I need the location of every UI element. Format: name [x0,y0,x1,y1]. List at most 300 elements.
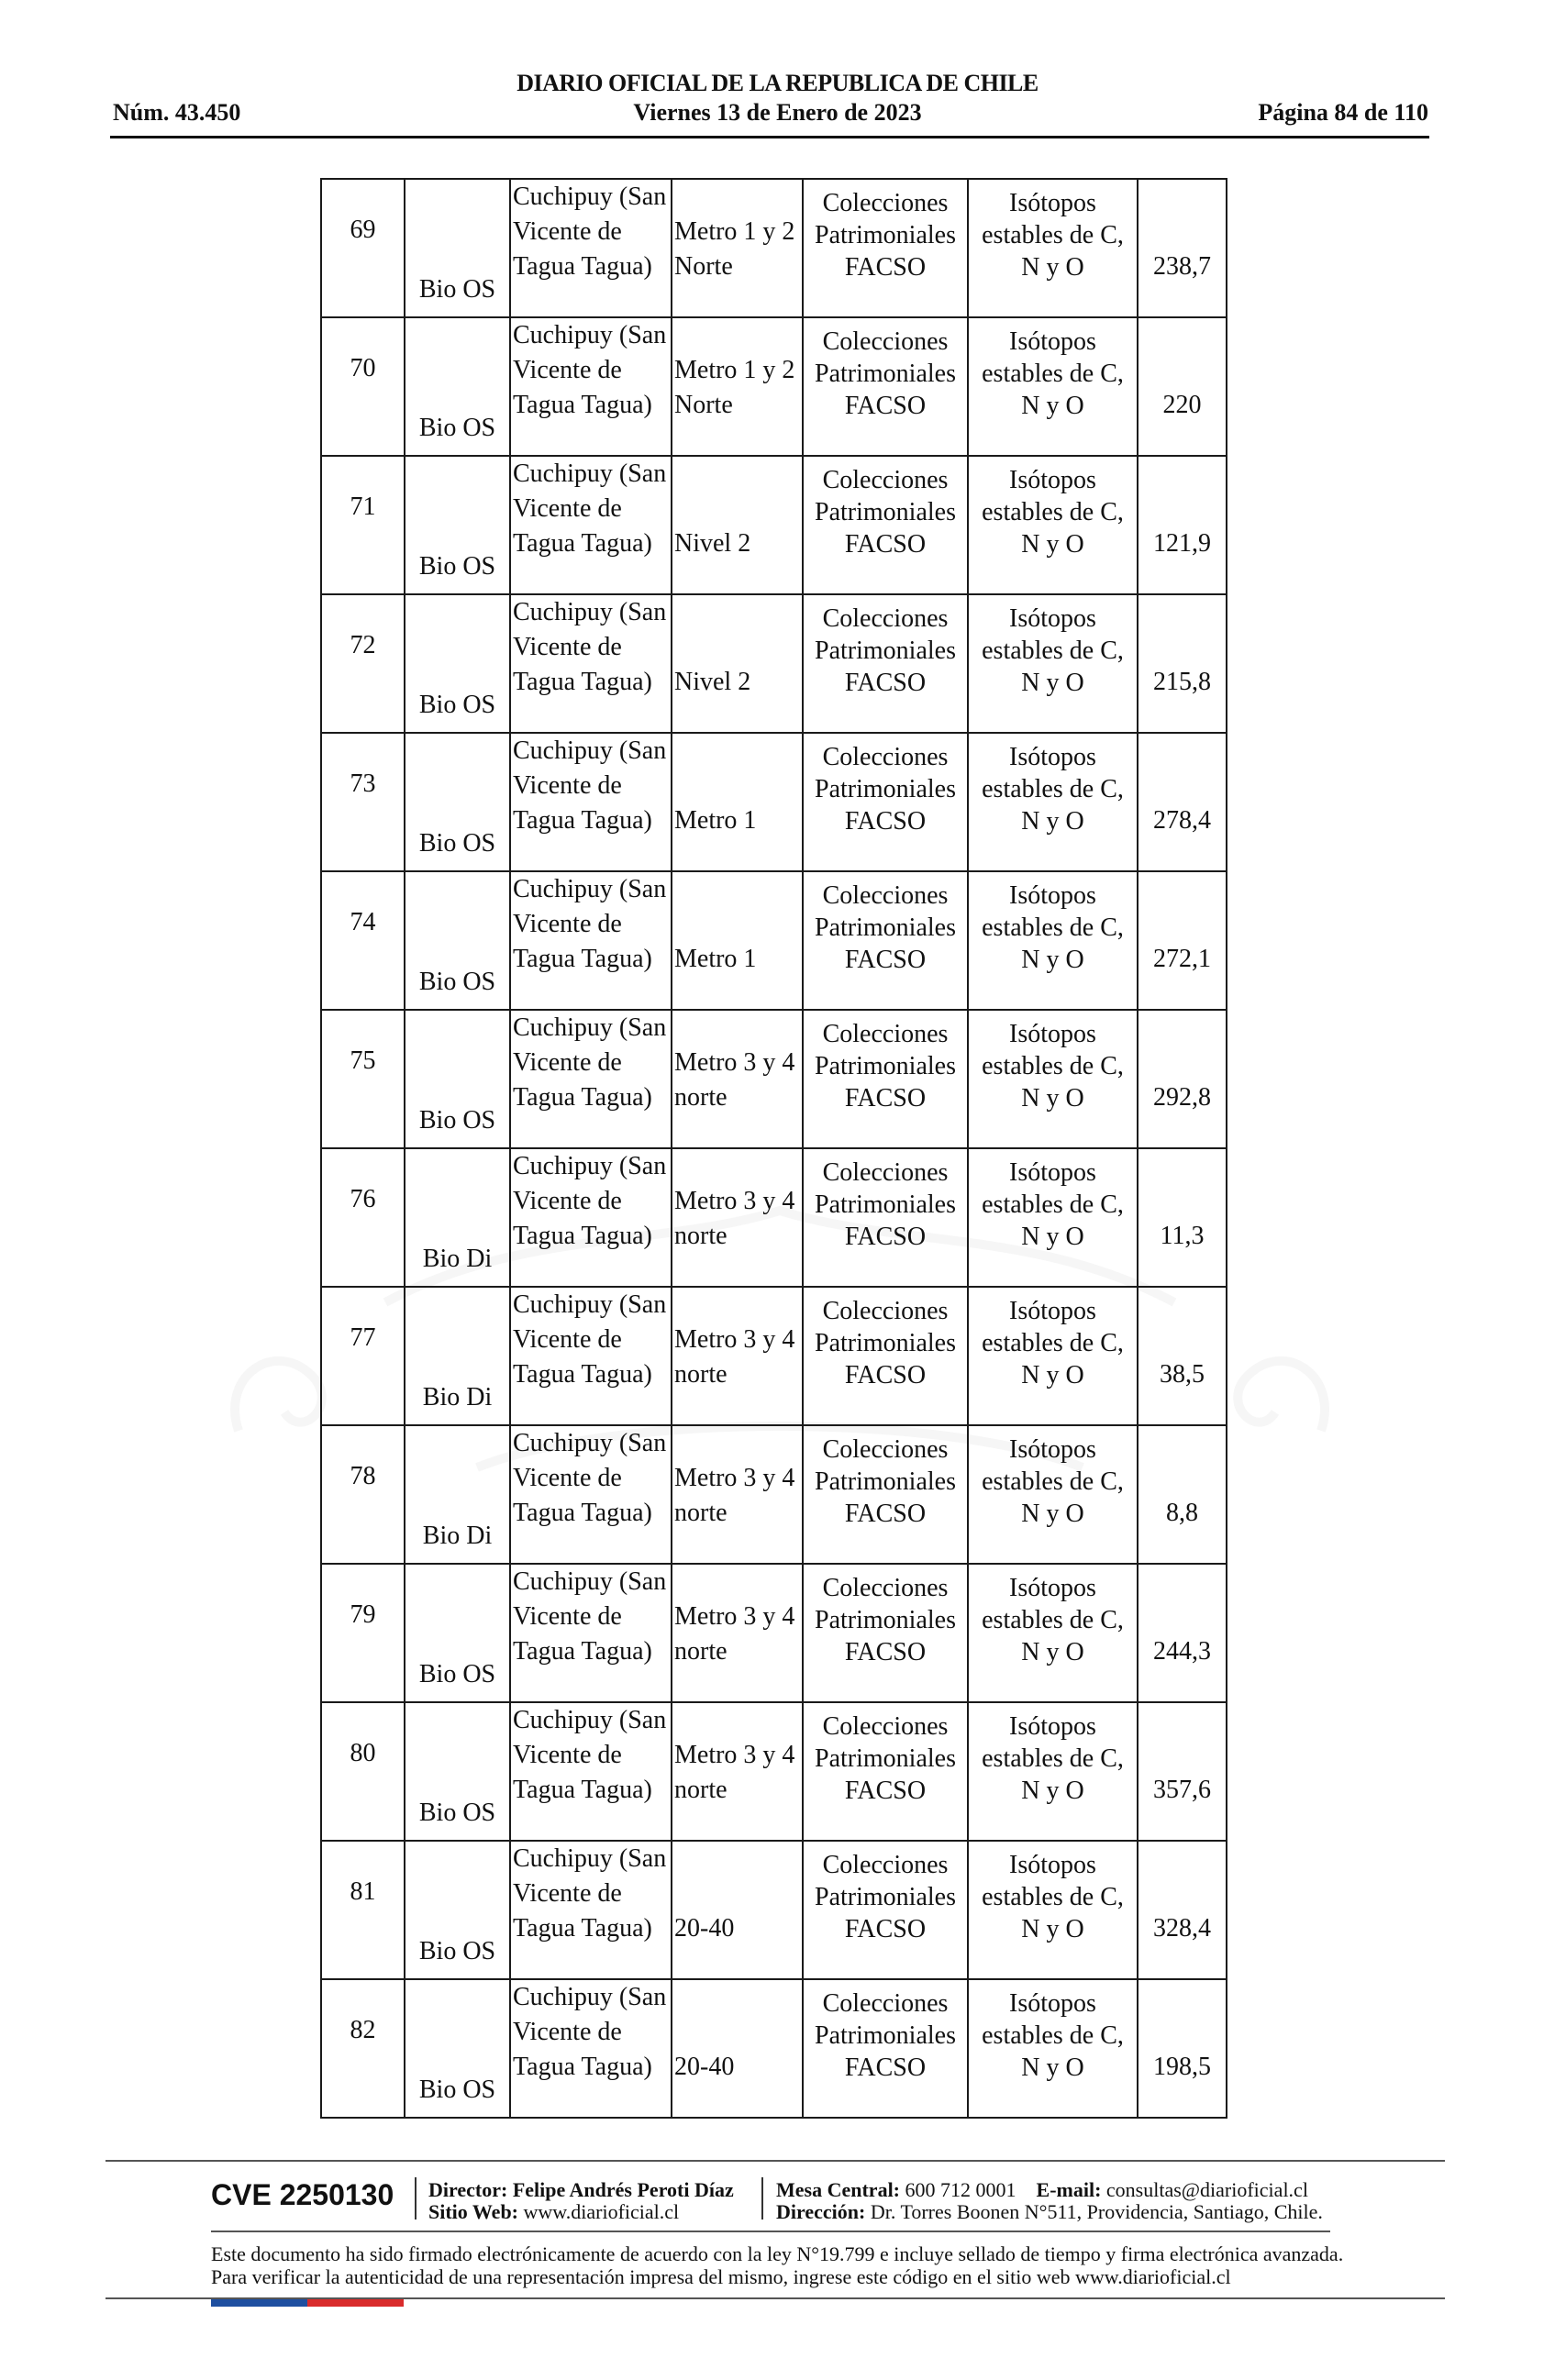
cell-id [321,733,405,871]
analysis-line: N y O [1021,946,1084,974]
row-number: 78 [350,1462,376,1490]
collection-line: FACSO [844,1500,927,1528]
site-line: Cuchipuy (San [513,598,667,626]
collection-line: Patrimoniales [815,913,956,942]
collection-line: FACSO [844,1361,927,1389]
collection-line: Patrimoniales [815,2021,956,2050]
analysis-line: N y O [1021,2053,1084,2082]
sample-type: Bio Di [422,1383,493,1411]
row-number: 75 [350,1046,376,1075]
analysis-line: Isótopos [1009,1435,1096,1464]
cell-level [672,1702,803,1841]
cell-site [510,1425,672,1564]
level-line: norte [674,1637,728,1666]
measurement-value: 198,5 [1153,2053,1211,2081]
samples-table [320,178,1227,2119]
site-line: Cuchipuy (San [513,1013,667,1042]
collection-line: FACSO [844,1777,927,1805]
cell-collection [803,1841,968,1979]
cell-collection [803,1979,968,2118]
cell-analysis [968,1841,1138,1979]
site-line: Vicente de [513,494,622,523]
cell-collection [803,1148,968,1287]
level-line: Norte [674,391,733,419]
collection-line: Patrimoniales [815,1606,956,1634]
cell-id [321,179,405,317]
sample-type: Bio OS [418,1937,496,1965]
level-line: Metro 3 y 4 [674,1048,795,1077]
collection-line: Patrimoniales [815,1190,956,1219]
flag-stripe-red [307,2299,404,2307]
cell-site [510,871,672,1010]
site-line: Vicente de [513,217,622,246]
table-row [321,179,1227,317]
cell-site [510,1564,672,1702]
cell-level [672,1148,803,1287]
site-line: Vicente de [513,1741,622,1769]
cell-value [1138,1702,1227,1841]
site-line: Vicente de [513,1325,622,1354]
site-line: Vicente de [513,910,622,938]
cell-collection [803,1010,968,1148]
row-number: 74 [350,908,376,936]
cell-level [672,179,803,317]
analysis-line: N y O [1021,1223,1084,1251]
address-text: Dr. Torres Boonen N°511, Providencia, Santiago, Chile. [870,2200,1323,2223]
footer-director-block [428,2179,734,2223]
collection-line: FACSO [844,392,927,420]
footer-divider [106,2160,1445,2162]
cell-site [510,1979,672,2118]
collection-line: FACSO [844,1638,927,1666]
cell-value [1138,733,1227,871]
analysis-line: estables de C, [982,1744,1124,1773]
analysis-line: Isótopos [1009,327,1096,356]
flag-stripe-blue [211,2299,307,2307]
sample-type: Bio OS [418,691,496,719]
level-line: Metro 3 y 4 [674,1602,795,1631]
cell-value [1138,456,1227,594]
site-line: Tagua Tagua) [513,806,652,835]
collection-line: FACSO [844,807,927,836]
level-line: Metro 3 y 4 [674,1187,795,1215]
table-row [321,456,1227,594]
analysis-line: N y O [1021,1777,1084,1805]
page-number: Página 84 de 110 [1258,99,1428,126]
site-line: Cuchipuy (San [513,1844,667,1873]
analysis-line: N y O [1021,530,1084,559]
analysis-line: estables de C, [982,775,1124,803]
analysis-line: Isótopos [1009,604,1096,633]
site-line: Vicente de [513,356,622,384]
analysis-line: estables de C, [982,637,1124,665]
cell-site [510,733,672,871]
row-number: 71 [350,493,376,521]
collection-line: FACSO [844,2053,927,2082]
site-line: Cuchipuy (San [513,875,667,903]
cell-level [672,1287,803,1425]
analysis-line: Isótopos [1009,743,1096,771]
cell-value [1138,179,1227,317]
cell-analysis [968,1979,1138,2118]
measurement-value: 11,3 [1160,1222,1205,1250]
cell-sample [405,733,510,871]
analysis-line: estables de C, [982,498,1124,526]
cell-value [1138,1287,1227,1425]
analysis-line: Isótopos [1009,1851,1096,1879]
cell-value [1138,317,1227,456]
cell-analysis [968,1148,1138,1287]
cell-sample [405,1148,510,1287]
collection-line: Colecciones [822,1574,949,1602]
cell-id [321,871,405,1010]
cell-level [672,1979,803,2118]
cell-id [321,1979,405,2118]
analysis-line: N y O [1021,1638,1084,1666]
analysis-line: N y O [1021,392,1084,420]
collection-line: Patrimoniales [815,498,956,526]
cell-site [510,1702,672,1841]
collection-line: Patrimoniales [815,1467,956,1496]
cell-id [321,1702,405,1841]
measurement-value: 278,4 [1153,806,1211,835]
email-label: E-mail: [1036,2178,1102,2201]
collection-line: Patrimoniales [815,1052,956,1080]
issue-number: Núm. 43.450 [113,99,241,126]
analysis-line: estables de C, [982,1467,1124,1496]
level-line: Metro 3 y 4 [674,1464,795,1492]
sample-type: Bio OS [418,1660,496,1688]
collection-line: Colecciones [822,1712,949,1741]
cell-level [672,317,803,456]
cell-site [510,317,672,456]
collection-line: Colecciones [822,1297,949,1325]
cell-analysis [968,871,1138,1010]
measurement-value: 238,7 [1153,252,1211,281]
footer-separator [761,2177,763,2219]
site-line: Cuchipuy (San [513,736,667,765]
analysis-line: estables de C, [982,360,1124,388]
cell-sample [405,594,510,733]
analysis-line: estables de C, [982,1606,1124,1634]
row-number: 79 [350,1600,376,1629]
cell-id [321,1148,405,1287]
sample-type: Bio OS [418,275,496,304]
cell-value [1138,594,1227,733]
cell-site [510,1841,672,1979]
cell-site [510,1148,672,1287]
measurement-value: 215,8 [1153,668,1211,696]
website-label: Sitio Web: [428,2200,519,2223]
row-number: 69 [350,216,376,244]
site-line: Tagua Tagua) [513,1360,652,1389]
row-number: 72 [350,631,376,659]
cell-sample [405,1702,510,1841]
collection-line: Patrimoniales [815,221,956,249]
table-row [321,1841,1227,1979]
cell-collection [803,1425,968,1564]
cell-analysis [968,456,1138,594]
analysis-line: N y O [1021,1361,1084,1389]
cell-sample [405,871,510,1010]
cell-id [321,594,405,733]
cell-sample [405,1287,510,1425]
collection-line: FACSO [844,946,927,974]
row-number: 73 [350,769,376,798]
website-link[interactable]: www.diarioficial.cl [523,2200,680,2223]
site-line: Cuchipuy (San [513,321,667,349]
sample-type: Bio OS [418,829,496,858]
cell-value [1138,1425,1227,1564]
site-line: Cuchipuy (San [513,1983,667,2011]
analysis-line: N y O [1021,253,1084,282]
sample-type: Bio OS [418,1799,496,1827]
level-line: Nivel 2 [674,529,751,558]
measurement-value: 292,8 [1153,1083,1211,1112]
site-line: Vicente de [513,2018,622,2046]
level-line: norte [674,1222,728,1250]
site-line: Vicente de [513,1464,622,1492]
site-line: Cuchipuy (San [513,1290,667,1319]
table-row [321,1425,1227,1564]
level-line: Norte [674,252,733,281]
collection-line: Colecciones [822,189,949,217]
publication-title: DIARIO OFICIAL DE LA REPUBLICA DE CHILE [516,70,1039,96]
cell-level [672,1425,803,1564]
issue-date: Viernes 13 de Enero de 2023 [633,99,922,126]
site-line: Cuchipuy (San [513,183,667,211]
cell-site [510,456,672,594]
cell-sample [405,317,510,456]
collection-line: FACSO [844,253,927,282]
cell-sample [405,1979,510,2118]
analysis-line: Isótopos [1009,466,1096,494]
site-line: Vicente de [513,1187,622,1215]
cell-level [672,733,803,871]
collection-line: Patrimoniales [815,360,956,388]
collection-line: Colecciones [822,1989,949,2018]
sample-type: Bio OS [418,968,496,996]
analysis-line: Isótopos [1009,1297,1096,1325]
table-row [321,1564,1227,1702]
cell-sample [405,179,510,317]
analysis-line: Isótopos [1009,881,1096,910]
footer-contact-block [776,2179,1323,2223]
cell-analysis [968,1702,1138,1841]
collection-line: Colecciones [822,1435,949,1464]
analysis-line: Isótopos [1009,1020,1096,1048]
measurement-value: 8,8 [1166,1499,1198,1527]
table-row [321,594,1227,733]
cell-analysis [968,1010,1138,1148]
collection-line: Colecciones [822,743,949,771]
cell-level [672,456,803,594]
collection-line: FACSO [844,1223,927,1251]
cell-collection [803,733,968,871]
collection-line: FACSO [844,530,927,559]
level-line: Metro 1 y 2 [674,356,795,384]
analysis-line: estables de C, [982,1052,1124,1080]
level-line: Metro 1 [674,945,757,973]
cell-analysis [968,733,1138,871]
cve-code: CVE 2250130 [211,2178,394,2211]
site-line: Tagua Tagua) [513,945,652,973]
email-link[interactable]: consultas@diarioficial.cl [1105,2178,1308,2201]
legal-note: Este documento ha sido firmado electrónicamente de acuerdo con la ley N°19.799 e incluye sellado de tiempo y firma electrónica avanzada. Para verificar la autenticidad de una representación impresa del mismo, ingrese este código en el sitio web www.diarioficial.cl [211,2242,1344,2288]
cell-analysis [968,1425,1138,1564]
level-line: norte [674,1776,728,1804]
collection-line: FACSO [844,1915,927,1943]
table-row [321,1287,1227,1425]
cell-sample [405,456,510,594]
level-line: norte [674,1083,728,1112]
level-line: norte [674,1499,728,1527]
cell-level [672,1010,803,1148]
table-row [321,1979,1227,2118]
cell-collection [803,317,968,456]
cell-collection [803,179,968,317]
site-line: Tagua Tagua) [513,2053,652,2081]
header-divider [110,136,1429,138]
site-line: Tagua Tagua) [513,1776,652,1804]
collection-line: FACSO [844,669,927,697]
collection-line: Colecciones [822,327,949,356]
cell-level [672,594,803,733]
cell-id [321,317,405,456]
footer-divider [211,2231,1330,2232]
measurement-value: 121,9 [1153,529,1211,558]
cell-site [510,594,672,733]
analysis-line: estables de C, [982,1329,1124,1357]
site-line: Cuchipuy (San [513,1567,667,1596]
measurement-value: 244,3 [1153,1637,1211,1666]
analysis-line: Isótopos [1009,1712,1096,1741]
cell-level [672,1564,803,1702]
analysis-line: Isótopos [1009,1574,1096,1602]
row-number: 81 [350,1877,376,1906]
measurement-value: 220 [1162,391,1202,419]
row-number: 77 [350,1323,376,1352]
cell-collection [803,1287,968,1425]
site-line: Tagua Tagua) [513,529,652,558]
collection-line: Colecciones [822,881,949,910]
level-line: Metro 3 y 4 [674,1741,795,1769]
cell-sample [405,1010,510,1148]
analysis-line: estables de C, [982,1883,1124,1911]
analysis-line: Isótopos [1009,1989,1096,2018]
level-line: Metro 3 y 4 [674,1325,795,1354]
site-line: Cuchipuy (San [513,459,667,488]
collection-line: Colecciones [822,1158,949,1187]
analysis-line: estables de C, [982,1190,1124,1219]
collection-line: Patrimoniales [815,1744,956,1773]
level-line: Nivel 2 [674,668,751,696]
director-name: Felipe Andrés Peroti Díaz [512,2178,734,2201]
level-line: norte [674,1360,728,1389]
collection-line: Patrimoniales [815,775,956,803]
address-label: Dirección: [776,2200,866,2223]
cell-value [1138,1564,1227,1702]
site-line: Vicente de [513,1602,622,1631]
measurement-value: 38,5 [1160,1360,1205,1389]
sample-type: Bio OS [418,1106,496,1135]
analysis-line: N y O [1021,1500,1084,1528]
row-number: 70 [350,354,376,382]
table-row [321,871,1227,1010]
phone-label: Mesa Central: [776,2178,901,2201]
cell-collection [803,456,968,594]
cell-id [321,456,405,594]
cell-site [510,1010,672,1148]
row-number: 82 [350,2016,376,2044]
analysis-line: N y O [1021,1915,1084,1943]
sample-type: Bio OS [418,414,496,442]
site-line: Cuchipuy (San [513,1152,667,1180]
site-line: Tagua Tagua) [513,1222,652,1250]
level-line: Metro 1 y 2 [674,217,795,246]
cell-id [321,1841,405,1979]
analysis-line: estables de C, [982,221,1124,249]
cell-collection [803,594,968,733]
cell-id [321,1425,405,1564]
level-line: Metro 1 [674,806,757,835]
collection-line: Patrimoniales [815,1329,956,1357]
cell-sample [405,1425,510,1564]
site-line: Tagua Tagua) [513,1637,652,1666]
cell-level [672,871,803,1010]
table-row [321,317,1227,456]
site-line: Vicente de [513,1879,622,1908]
measurement-value: 272,1 [1153,945,1211,973]
cell-value [1138,871,1227,1010]
site-line: Vicente de [513,771,622,800]
collection-line: Patrimoniales [815,1883,956,1911]
cell-analysis [968,1287,1138,1425]
site-line: Tagua Tagua) [513,1499,652,1527]
site-line: Cuchipuy (San [513,1706,667,1734]
cell-analysis [968,594,1138,733]
sample-type: Bio OS [418,552,496,581]
phone-number: 600 712 0001 [905,2178,1016,2201]
measurement-value: 328,4 [1153,1914,1211,1943]
footer-separator [415,2177,417,2219]
cell-collection [803,1702,968,1841]
table-row [321,733,1227,871]
director-label: Director: [428,2178,508,2201]
analysis-line: N y O [1021,1084,1084,1113]
analysis-line: Isótopos [1009,1158,1096,1187]
analysis-line: N y O [1021,669,1084,697]
cell-analysis [968,1564,1138,1702]
site-line: Tagua Tagua) [513,1083,652,1112]
collection-line: Colecciones [822,604,949,633]
analysis-line: Isótopos [1009,189,1096,217]
cell-value [1138,1979,1227,2118]
row-number: 80 [350,1739,376,1767]
cell-analysis [968,317,1138,456]
cell-level [672,1841,803,1979]
cell-id [321,1564,405,1702]
cell-site [510,179,672,317]
site-line: Tagua Tagua) [513,391,652,419]
site-line: Tagua Tagua) [513,668,652,696]
cell-value [1138,1010,1227,1148]
collection-line: FACSO [844,1084,927,1113]
cell-site [510,1287,672,1425]
table-row [321,1702,1227,1841]
collection-line: Colecciones [822,466,949,494]
level-line: 20-40 [674,2053,735,2081]
